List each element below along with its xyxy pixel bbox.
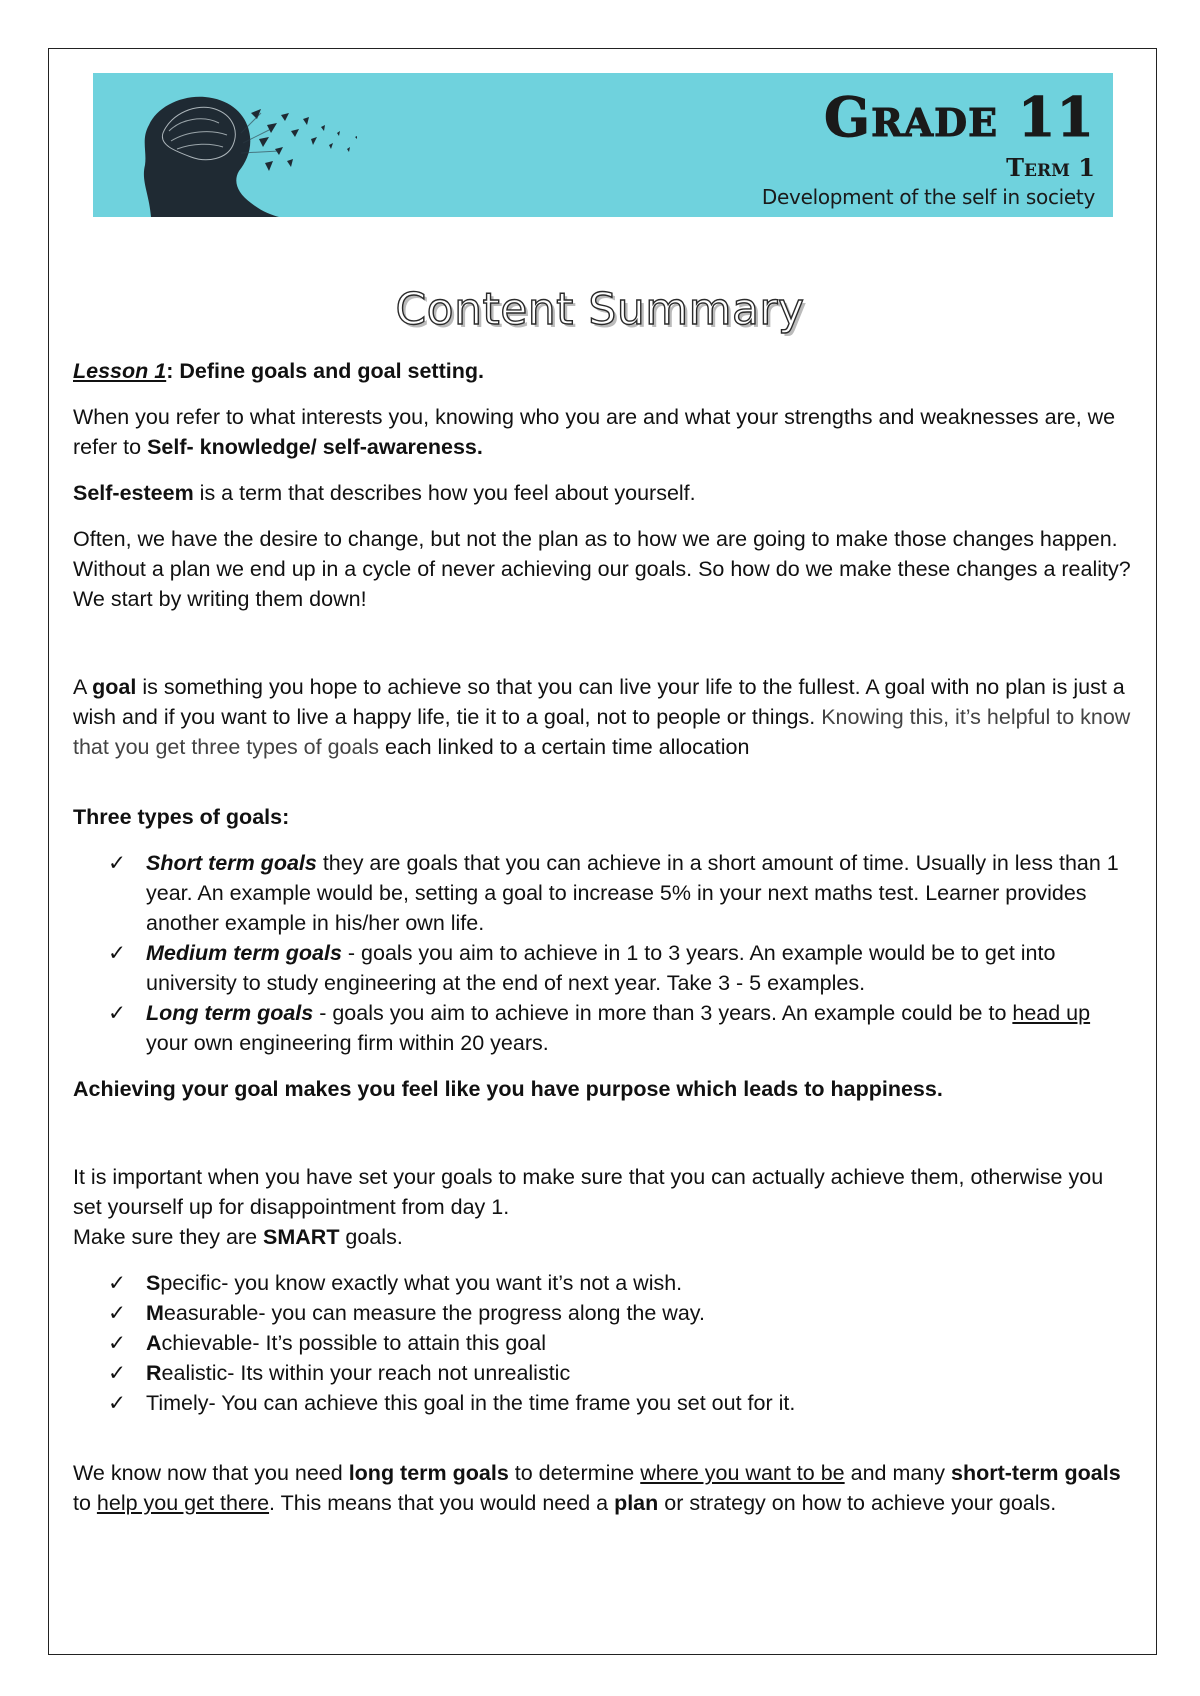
paragraph-long-short-term xyxy=(73,1458,1133,1518)
goal-type-underlined: head up xyxy=(1012,1001,1091,1025)
check-icon: ✓ xyxy=(108,1331,127,1355)
para5-a: It is important when you have set your goals to make sure that you can actually achieve them, otherwise you set yourself up for disappointment from day 1. xyxy=(73,1165,1104,1219)
paragraph-desire-to-change: Often, we have the desire to change, but not the plan as to how we are going to make those changes happen. Without a plan we end up in a cycle of never achieving our goals. So how do we make these changes a reality? We start by writing them down! xyxy=(73,527,1131,611)
para6-i: . This means that you would need a xyxy=(269,1491,615,1515)
check-icon: ✓ xyxy=(108,941,127,965)
smart-letter: R xyxy=(146,1361,162,1385)
paragraph-self-knowledge xyxy=(73,402,1133,462)
para2-bold: Self-esteem xyxy=(73,481,194,505)
goal-type-name: Short term goals xyxy=(146,851,317,875)
smart-letter: T xyxy=(146,1391,159,1415)
check-icon: ✓ xyxy=(108,851,127,875)
subtitle-label: Development of the self in society xyxy=(761,185,1095,209)
goal-type-name: Long term goals xyxy=(146,1001,314,1025)
para6-j: plan xyxy=(614,1491,659,1515)
smart-letter: S xyxy=(146,1271,161,1295)
head-silhouette-image xyxy=(111,73,411,217)
lesson-label: Lesson 1 xyxy=(73,359,167,383)
check-icon: ✓ xyxy=(108,1391,127,1415)
check-icon: ✓ xyxy=(108,1001,127,1025)
para5-smart: SMART xyxy=(263,1225,340,1249)
para5-b: Make sure they are xyxy=(73,1225,264,1249)
goal-type-text: - goals you aim to achieve in more than 3 years. An example could be to xyxy=(313,1001,1013,1025)
smart-text: ealistic- Its within your reach not unrealistic xyxy=(161,1361,571,1385)
para4-e: each linked to a certain time allocation xyxy=(378,735,750,759)
smart-text: easurable- you can measure the progress along the way. xyxy=(163,1301,705,1325)
goal-type-name: Medium term goals xyxy=(146,941,342,965)
check-icon: ✓ xyxy=(108,1301,127,1325)
purpose-line: Achieving your goal makes you feel like you have purpose which leads to happiness. xyxy=(73,1077,943,1101)
smart-text: imely- You can achieve this goal in the time frame you set out for it. xyxy=(158,1391,796,1415)
smart-letter: A xyxy=(146,1331,162,1355)
grade-label: Grade 11 xyxy=(823,85,1095,149)
para1-bold: Self- knowledge/ self-awareness. xyxy=(147,435,483,459)
para4-d: Knowing this, it’s helpful to know that you get three types of goals xyxy=(73,705,1131,759)
lesson-title: : Define goals and goal setting. xyxy=(166,359,484,383)
para2-text: is a term that describes how you feel about yourself. xyxy=(193,481,696,505)
goal-type-text: they are goals that you can achieve in a short amount of time. Usually in less than 1 year. An example would be, setting a goal to increase 5% in your next maths test. Learner provides another example in his/her own life. xyxy=(146,851,1119,935)
para1-text: When you refer to what interests you, knowing who you are and what your strengths and weaknesses are, we refer to xyxy=(73,405,1116,459)
smart-list xyxy=(73,1268,1133,1418)
para6-c: to determine xyxy=(508,1461,641,1485)
types-heading: Three types of goals: xyxy=(73,805,290,829)
para6-f: short-term goals xyxy=(951,1461,1121,1485)
list-item xyxy=(108,848,1133,938)
smart-text: chievable- It’s possible to attain this goal xyxy=(161,1331,546,1355)
para6-g: to xyxy=(73,1491,97,1515)
lesson-heading xyxy=(73,356,1133,386)
goal-types-list xyxy=(73,848,1133,1058)
list-item xyxy=(108,1388,1133,1418)
goal-type-text-end: your own engineering firm within 20 years. xyxy=(146,1031,549,1055)
list-item xyxy=(108,998,1133,1058)
check-icon: ✓ xyxy=(108,1271,127,1295)
para6-d: where you want to be xyxy=(640,1461,845,1485)
para5-d: goals. xyxy=(339,1225,403,1249)
header-banner xyxy=(93,73,1113,217)
para6-e: and many xyxy=(844,1461,952,1485)
para6-k: or strategy on how to achieve your goals. xyxy=(658,1491,1057,1515)
page-title: Content Summary xyxy=(395,284,805,335)
check-icon: ✓ xyxy=(108,1361,127,1385)
para6-b: long term goals xyxy=(348,1461,509,1485)
list-item xyxy=(108,1328,1133,1358)
para4-bold: goal xyxy=(92,675,137,699)
paragraph-smart-intro xyxy=(73,1162,1133,1252)
paragraph-goal-definition xyxy=(73,672,1133,762)
smart-letter: M xyxy=(146,1301,164,1325)
paragraph-self-esteem xyxy=(73,478,1133,508)
document-body xyxy=(73,356,1133,1534)
para4-a: A xyxy=(73,675,93,699)
smart-text: pecific- you know exactly what you want it’s not a wish. xyxy=(160,1271,683,1295)
goal-type-text: - goals you aim to achieve in 1 to 3 years. An example would be to get into university to study engineering at the end of next year. Take 3 - 5 examples. xyxy=(146,941,1056,995)
list-item xyxy=(108,1358,1133,1388)
term-label: Term 1 xyxy=(1006,153,1095,182)
para6-a: We know now that you need xyxy=(73,1461,349,1485)
list-item xyxy=(108,1298,1133,1328)
list-item xyxy=(108,938,1133,998)
para6-h: help you get there xyxy=(96,1491,270,1515)
para4-c: is something you hope to achieve so that you can live your life to the fullest. A goal with no plan is just a wish and if you want to live a happy life, tie it to a goal, not to people or things. xyxy=(73,675,1125,729)
list-item xyxy=(108,1268,1133,1298)
